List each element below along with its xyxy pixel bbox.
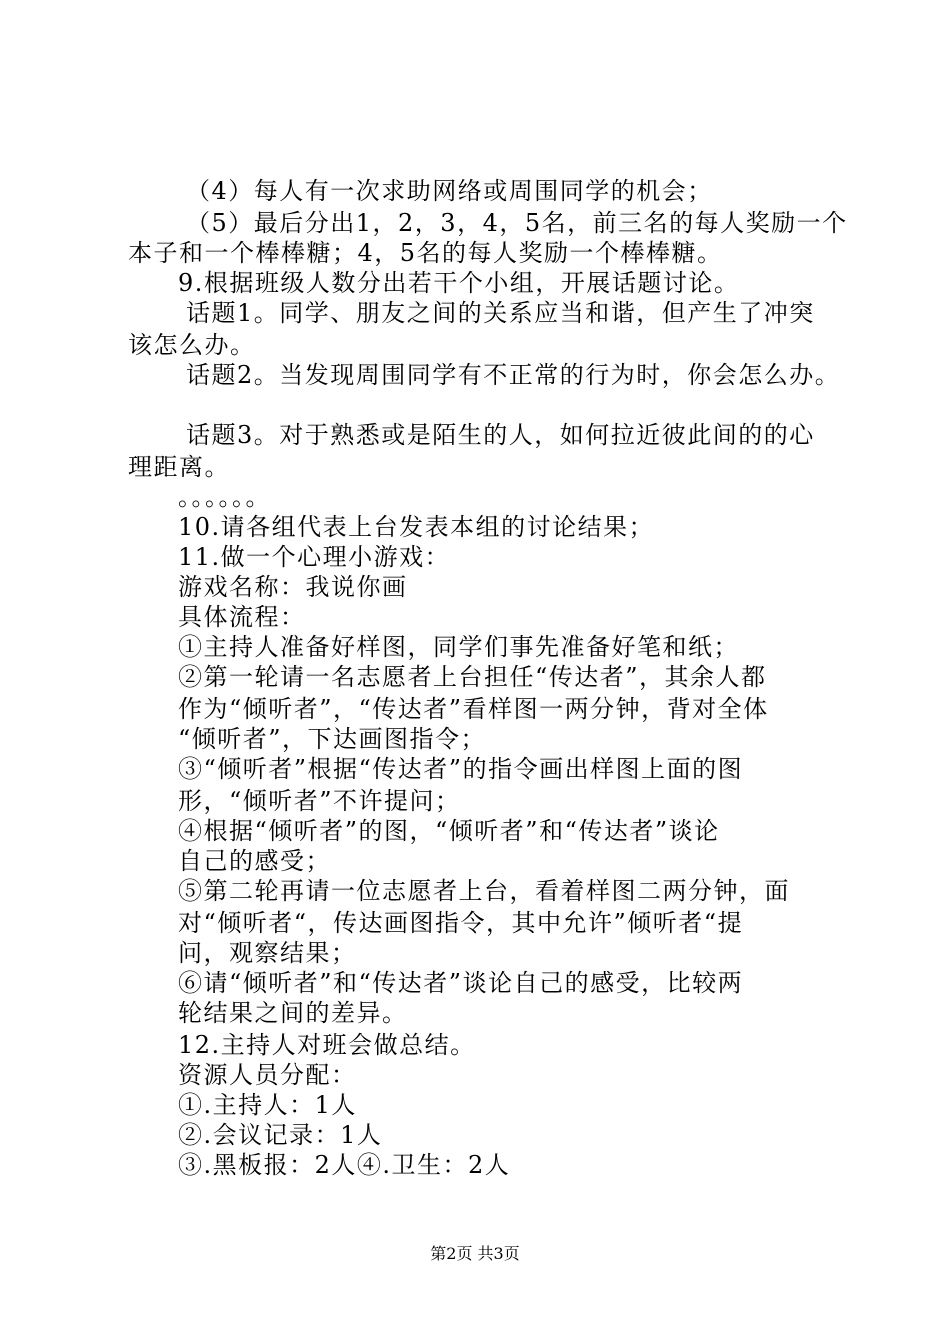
text-line: 话题1。同学、朋友之间的关系应当和谐，但产生了冲突 — [186, 299, 815, 327]
text-line: ①.主持人：1人 — [178, 1091, 357, 1119]
text-line: 话题2。当发现周围同学有不正常的行为时，你会怎么办。 — [186, 361, 841, 389]
text-line: 11.做一个心理小游戏： — [178, 543, 451, 571]
text-line: 本子和一个棒棒糖；4，5名的每人奖励一个棒棒糖。 — [128, 239, 723, 267]
text-line: ③.黑板报：2人④.卫生：2人 — [178, 1151, 511, 1179]
text-line: ②.会议记录：1人 — [178, 1121, 383, 1149]
text-line: （5）最后分出1，2，3，4，5名，前三名的每人奖励一个 — [186, 209, 848, 237]
text-line: 话题3。对于熟悉或是陌生的人，如何拉近彼此间的的心 — [186, 421, 815, 449]
text-line: 12.主持人对班会做总结。 — [178, 1031, 476, 1059]
text-line: 该怎么办。 — [128, 331, 256, 359]
text-line: ②第一轮请一名志愿者上台担任“传达者”，其余人都 — [178, 663, 767, 691]
text-line: 问，观察结果； — [178, 939, 357, 967]
text-line: 9.根据班级人数分出若干个小组，开展话题讨论。 — [178, 269, 740, 297]
text-line: ⑥请“倾听者”和“传达者”谈论自己的感受，比较两 — [178, 969, 744, 997]
text-line: 作为“倾听者”，“传达者”看样图一两分钟，背对全体 — [178, 695, 769, 723]
text-line: 资源人员分配： — [178, 1061, 357, 1089]
text-line: 理距离。 — [128, 453, 230, 481]
text-line: 具体流程： — [178, 603, 306, 631]
page-number-footer: 第2页 共3页 — [430, 1244, 520, 1263]
text-line: 对“倾听者“，传达画图指令，其中允许”倾听者“提 — [178, 909, 744, 937]
text-line: ④根据“倾听者”的图，“倾听者”和“传达者”谈论 — [178, 817, 720, 845]
text-line: （4）每人有一次求助网络或周围同学的机会； — [186, 177, 713, 205]
text-line: ①主持人准备好样图，同学们事先准备好笔和纸； — [178, 633, 739, 661]
text-line: 轮结果之间的差异。 — [178, 999, 408, 1027]
text-line: 自己的感受； — [178, 847, 331, 875]
text-line: ③“倾听者”根据“传达者”的指令画出样图上面的图 — [178, 755, 744, 783]
text-line: 10.请各组代表上台发表本组的讨论结果； — [178, 513, 655, 541]
text-line: 游戏名称：我说你画 — [178, 573, 408, 601]
text-line: ⑤第二轮再请一位志愿者上台，看着样图二两分钟，面 — [178, 877, 790, 905]
text-line: 。。。。。。 — [178, 483, 271, 511]
text-line: “倾听者”，下达画图指令； — [178, 725, 487, 753]
text-line: 形，“倾听者”不许提问； — [178, 787, 461, 815]
